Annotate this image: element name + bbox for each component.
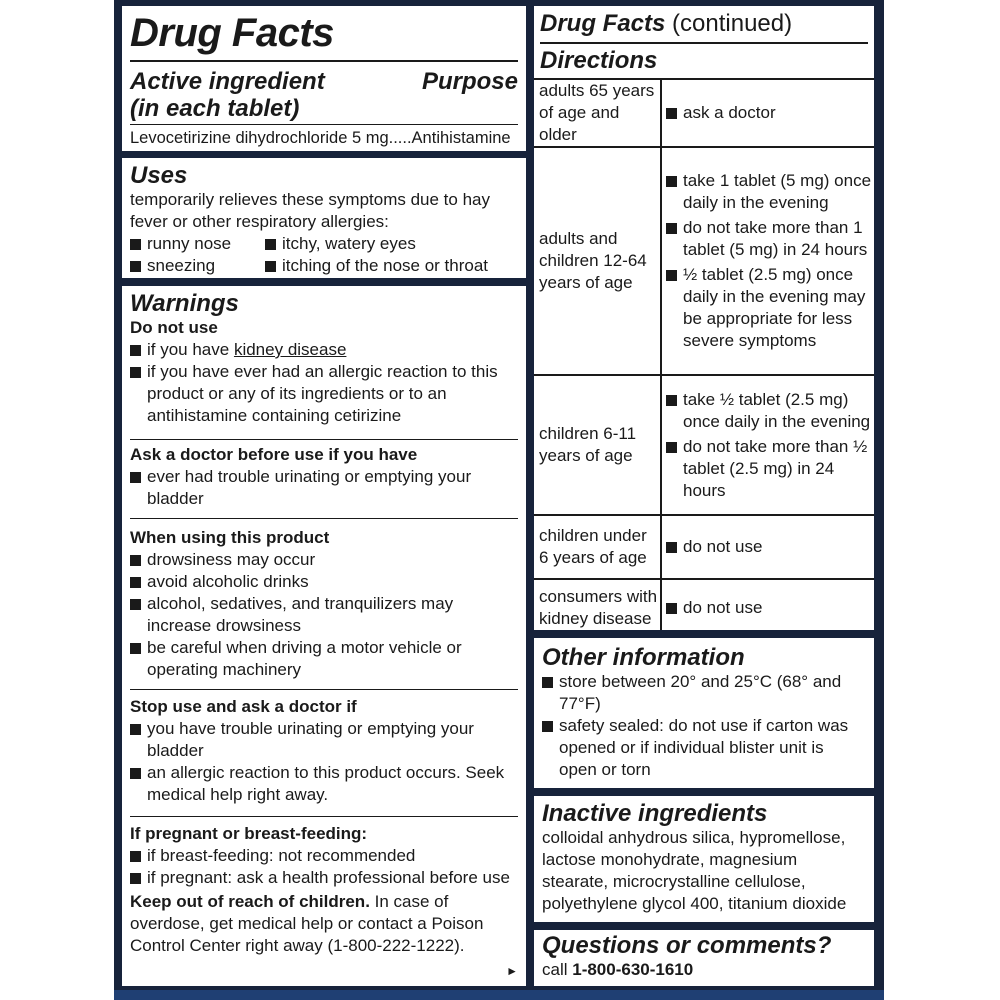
instructions-cell <box>661 147 874 375</box>
instruction-item: ½ tablet (2.5 mg) once daily in the evening may be appropriate for less severe symptoms <box>666 264 874 352</box>
uses-symptoms-row-2 <box>130 255 518 277</box>
age-group: children 6-11 years of age <box>534 375 661 515</box>
warnings-heading: Warnings <box>130 290 239 317</box>
instruction-item: take 1 tablet (5 mg) once daily in the evening <box>666 170 874 214</box>
inactive-ingredients-panel <box>534 796 874 922</box>
uses-text: temporarily relieves these symptoms due to hay fever or other respiratory allergies: <box>130 190 490 231</box>
ask-doctor-heading: Ask a doctor before use if you have <box>130 445 418 464</box>
table-row <box>534 375 874 515</box>
inactive-ingredients-text: colloidal anhydrous silica, hypromellose, lactose monohydrate, magnesium stearate, microcrystalline cellulose, polyethylene glycol 400, titanium dioxide <box>542 828 847 913</box>
instruction-item: take ½ tablet (2.5 mg) once daily in the evening <box>666 389 874 433</box>
directions-heading: Directions <box>540 47 658 74</box>
active-ingredient-header <box>130 68 518 122</box>
ingredient-line: Levocetirizine dihydrochloride 5 mg.....Antihistamine <box>130 129 511 147</box>
instruction-item: ask a doctor <box>666 102 874 124</box>
symptom-item: sneezing <box>130 255 265 277</box>
instructions-cell <box>661 80 874 147</box>
instruction-item: do not use <box>666 536 874 558</box>
ingredient-divider <box>130 124 518 125</box>
bottom-bar <box>114 990 884 1000</box>
age-group: adults and children 12-64 years of age <box>534 147 661 375</box>
warning-item: avoid alcoholic drinks <box>130 571 518 593</box>
questions-panel <box>534 930 874 986</box>
other-information-heading: Other information <box>542 644 745 671</box>
warning-item: if you have kidney disease <box>130 339 518 361</box>
instructions-cell <box>661 375 874 515</box>
symptom-item: itching of the nose or throat <box>265 255 488 277</box>
purpose-heading: Purpose <box>421 68 518 95</box>
uses-panel <box>122 158 526 278</box>
continued-title: Drug Facts (continued) <box>540 10 793 37</box>
table-row <box>534 147 874 375</box>
keep-out-paragraph: Keep out of reach of children. In case of overdose, get medical help or contact a Poison Control Center right away (1-800-222-1222). <box>130 892 484 955</box>
questions-call-line: call 1-800-630-1610 <box>542 960 694 979</box>
instructions-cell <box>661 515 874 579</box>
warning-item: alcohol, sedatives, and tranquilizers may increase drowsiness <box>130 593 518 637</box>
warning-item: if breast-feeding: not recommended <box>130 845 518 867</box>
warning-item: be careful when driving a motor vehicle or operating machinery <box>130 637 518 681</box>
age-group: children under 6 years of age <box>534 515 661 579</box>
warning-divider <box>130 439 518 440</box>
uses-symptoms-row-1 <box>130 233 518 255</box>
age-group: adults 65 years of age and older <box>534 80 661 147</box>
other-info-item: safety sealed: do not use if carton was opened or if individual blister unit is open or torn <box>542 715 866 781</box>
keep-out-heading: Keep out of reach of children. <box>130 892 370 911</box>
age-group: consumers with kidney disease <box>534 579 661 630</box>
warning-item: ever had trouble urinating or emptying your bladder <box>130 466 518 510</box>
directions-panel <box>534 6 874 630</box>
continue-arrow-icon: ► <box>506 964 518 978</box>
other-info-item: store between 20° and 25°C (68° and 77°F) <box>542 671 866 715</box>
table-row <box>534 515 874 579</box>
warning-divider <box>130 518 518 519</box>
uses-heading: Uses <box>130 162 188 189</box>
active-ingredient-panel <box>122 6 526 151</box>
symptom-item: runny nose <box>130 233 265 255</box>
phone-number: 1-800-630-1610 <box>572 960 694 979</box>
warnings-panel <box>122 286 526 986</box>
drug-facts-title: Drug Facts <box>130 11 334 55</box>
other-information-panel <box>534 638 874 788</box>
warning-item: an allergic reaction to this product occurs. Seek medical help right away. <box>130 762 518 806</box>
warning-item: if pregnant: ask a health professional before use <box>130 867 518 889</box>
warning-item: drowsiness may occur <box>130 549 518 571</box>
instruction-item: do not use <box>666 597 874 619</box>
instruction-item: do not take more than ½ tablet (2.5 mg) in 24 hours <box>666 436 874 502</box>
active-ingredient-heading: Active ingredient <box>130 68 325 95</box>
active-ingredient-subheading: (in each tablet) <box>130 95 300 122</box>
title-divider <box>130 60 518 62</box>
warning-divider <box>130 689 518 690</box>
kidney-disease-text: kidney disease <box>233 340 347 359</box>
pregnant-heading: If pregnant or breast-feeding: <box>130 824 368 843</box>
symptom-item: itchy, watery eyes <box>265 233 416 255</box>
do-not-use-heading: Do not use <box>130 318 218 337</box>
instructions-cell <box>661 579 874 630</box>
instruction-item: do not take more than 1 tablet (5 mg) in 24 hours <box>666 217 874 261</box>
questions-heading: Questions or comments? <box>542 932 832 959</box>
inactive-ingredients-heading: Inactive ingredients <box>542 800 768 827</box>
table-row <box>534 80 874 147</box>
warning-item: you have trouble urinating or emptying your bladder <box>130 718 518 762</box>
directions-table <box>534 80 874 630</box>
warning-item: if you have ever had an allergic reaction to this product or any of its ingredients or to an antihistamine containing cetirizine <box>130 361 518 427</box>
stop-use-heading: Stop use and ask a doctor if <box>130 697 357 716</box>
when-using-heading: When using this product <box>130 528 330 547</box>
continued-divider <box>540 42 868 44</box>
warning-divider <box>130 816 518 817</box>
table-row <box>534 579 874 630</box>
